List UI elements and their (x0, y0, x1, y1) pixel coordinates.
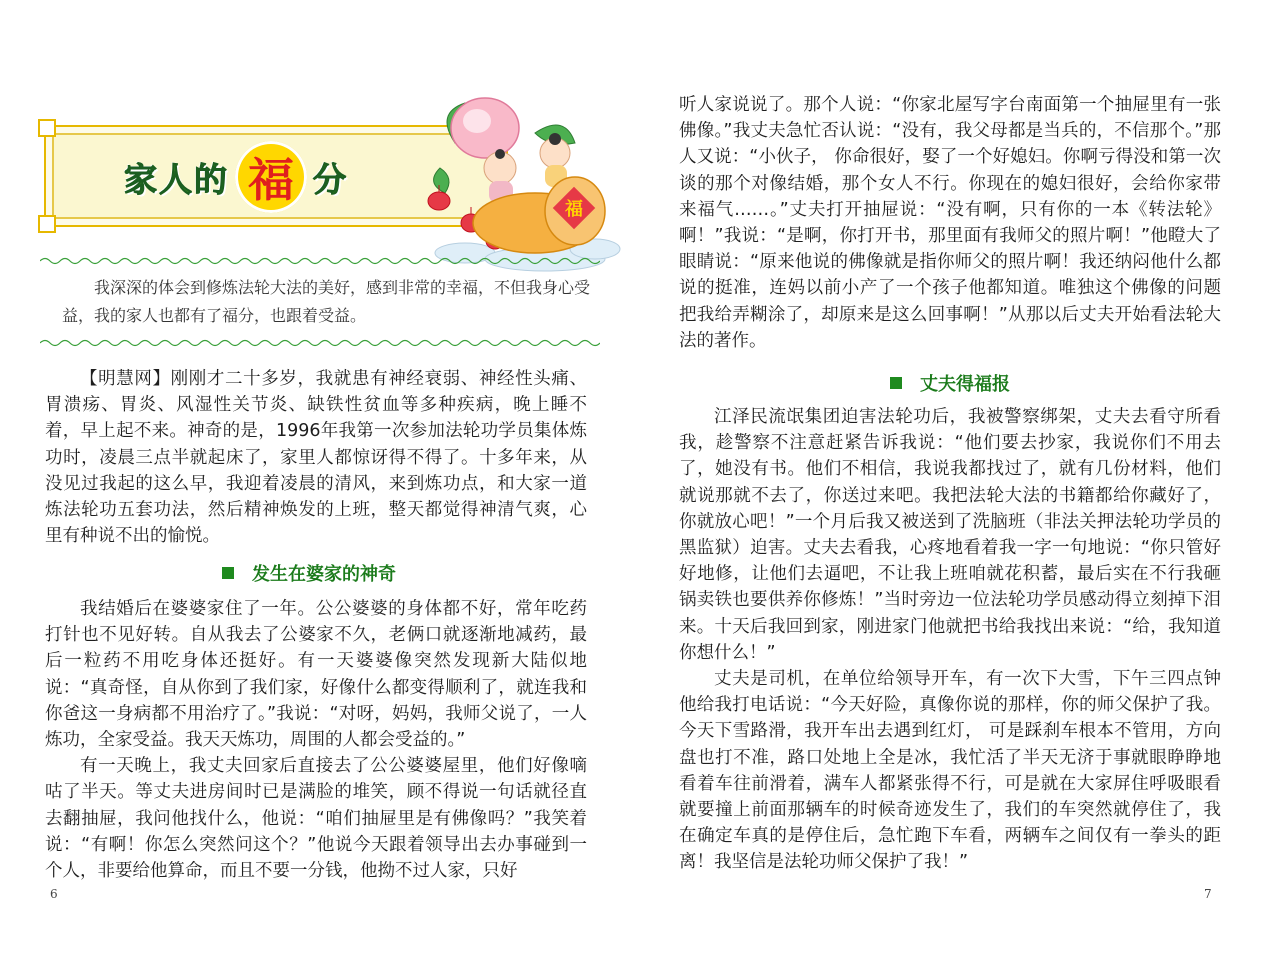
article-title (124, 137, 348, 217)
section-heading (222, 560, 396, 586)
heading-square-icon (222, 567, 234, 579)
body-paragraph: 【明慧网】刚刚才二十多岁，我就患有神经衰弱、神经性头痛、胃溃疡、胃炎、风湿性关节炎、缺铁性贫血等多种疾病，晚上睡不着，早上起不来。神奇的是，1996年我第一次参加法轮功学员集体炼功时，凌晨三点半就起床了，家里人都惊讶得不得了。十多年来，从没见过我起的这么早，我迎着凌晨的清风，来到炼功点，和大家一道炼法轮功五套功法，然后精神焕发的上班，整天都觉得神清气爽，心里有种说不出的愉悦。 (45, 369, 587, 547)
title-fu-character: 福 (235, 141, 307, 213)
frame-corner (38, 215, 56, 233)
section-heading (890, 370, 1010, 396)
wavy-divider (40, 338, 600, 348)
wavy-divider (40, 256, 600, 266)
page-number: 6 (50, 887, 58, 901)
title-banner (40, 113, 600, 243)
body-paragraph: 有一天晚上，我丈夫回家后直接去了公公婆婆屋里，他们好像嘀咕了半天。等丈夫进房间时已是满脸的堆笑，顾不得说一句话就径直去翻抽屉，我问他找什么，他说：“咱们抽屉里是有佛像吗？”我笑着说：“有啊！你怎么突然问这个？”他说今天跟着领导出去办事碰到一个人，非要给他算命，而且不要一分钱，他拗不过人家，只好 (45, 756, 587, 882)
section-heading-text: 发生在婆家的神奇 (252, 564, 396, 585)
left-body-bottom (45, 596, 587, 884)
frame-corner (38, 119, 56, 137)
heading-square-icon (890, 377, 902, 389)
left-page (0, 0, 632, 978)
body-paragraph: 丈夫是司机，在单位给领导开车，有一次下大雪，下午三四点钟他给我打电话说：“今天好险，真像你说的那样，你的师父保护了我。今天下雪路滑，我开车出去遇到红灯， 可是踩刹车根本不管用，方向盘也打不准，路口处地上全是冰，我忙活了半天无济于事就眼睁睁地看着车往前滑着，满车人都紧张得不行，可是就在大家屏住呼吸眼看就要撞上前面那辆车的时候奇迹发生了，我们的车突然就停住了，我在确定车真的是停住后，急忙跑下车看，两辆车之间仅有一拳头的距离！我坚信是法轮功师父保护了我！” (679, 669, 1221, 873)
left-body-top (45, 366, 587, 549)
title-part-1: 家人的 (124, 159, 229, 199)
fu-badge-text: 福 (565, 199, 583, 220)
intro-paragraph: 我深深的体会到修炼法轮大法的美好，感到非常的幸福，不但我身心受益，我的家人也都有了福分，也跟着受益。 (62, 278, 591, 325)
right-body-top (679, 92, 1221, 354)
page-number: 7 (1204, 887, 1212, 901)
right-page (632, 0, 1265, 978)
body-paragraph: 江泽民流氓集团迫害法轮功后，我被警察绑架，丈夫去看守所看我，趁警察不注意赶紧告诉我说：“他们要去抄家，我说你们不用去了，她没有书。他们不相信，我说我都找过了，就有几份材料，他们就说那就不去了，你送过来吧。我把法轮大法的书籍都给你藏好了，你就放心吧！”一个月后我又被送到了洗脑班（非法关押法轮功学员的黑监狱）迫害。丈夫去看我，心疼地看着我一字一句地说：“你只管好好地修，让他们去逼吧，不让我上班咱就花积蓄，最后实在不行我砸锅卖铁也要供养你修炼！”当时旁边一位法轮功学员感动得立刻掉下泪来。十天后我回到家，刚进家门他就把书给我找出来说：“给，我知道你想什么！” (679, 407, 1221, 663)
right-body-bottom (679, 404, 1221, 876)
children-peach-illustration (425, 73, 625, 273)
title-part-2: 分 (313, 159, 348, 199)
body-paragraph: 我结婚后在婆婆家住了一年。公公婆婆的身体都不好，常年吃药打针也不见好转。自从我去了公婆家不久，老俩口就逐渐地减药，最后一粒药不用吃身体还挺好。有一天婆婆像突然发现新大陆似地说：“真奇怪，自从你到了我们家，好像什么都变得顺利了，就连我和你爸这一身病都不用治疗了。”我说：“对呀，妈妈，我师父说了，一人炼功，全家受益。我天天炼功，周围的人都会受益的。” (45, 599, 587, 751)
section-heading-text: 丈夫得福报 (920, 374, 1010, 395)
body-paragraph: 听人家说说了。那个人说：“你家北屋写字台南面第一个抽屉里有一张佛像。”我丈夫急忙否认说：“没有，我父母都是当兵的，不信那个。”那人又说：“小伙子， 你命很好，娶了一个好媳妇。你啊亏得没和第一次谈的那个对像结婚，那个女人不行。你现在的媳妇很好，会给你家带来福气……。”丈夫打开抽屉说：“没有啊，只有你的一本《转法轮》啊！”我说：“是啊，你打开书，那里面有我师父的照片啊！”他瞪大了眼睛说：“原来他说的佛像就是指你师父的照片啊！我还纳闷他什么都说的挺准，连妈以前小产了一个孩子他都知道。唯独这个佛像的问题把我给弄糊涂了，却原来是这么回事啊！”从那以后丈夫开始看法轮大法的著作。 (679, 95, 1221, 351)
